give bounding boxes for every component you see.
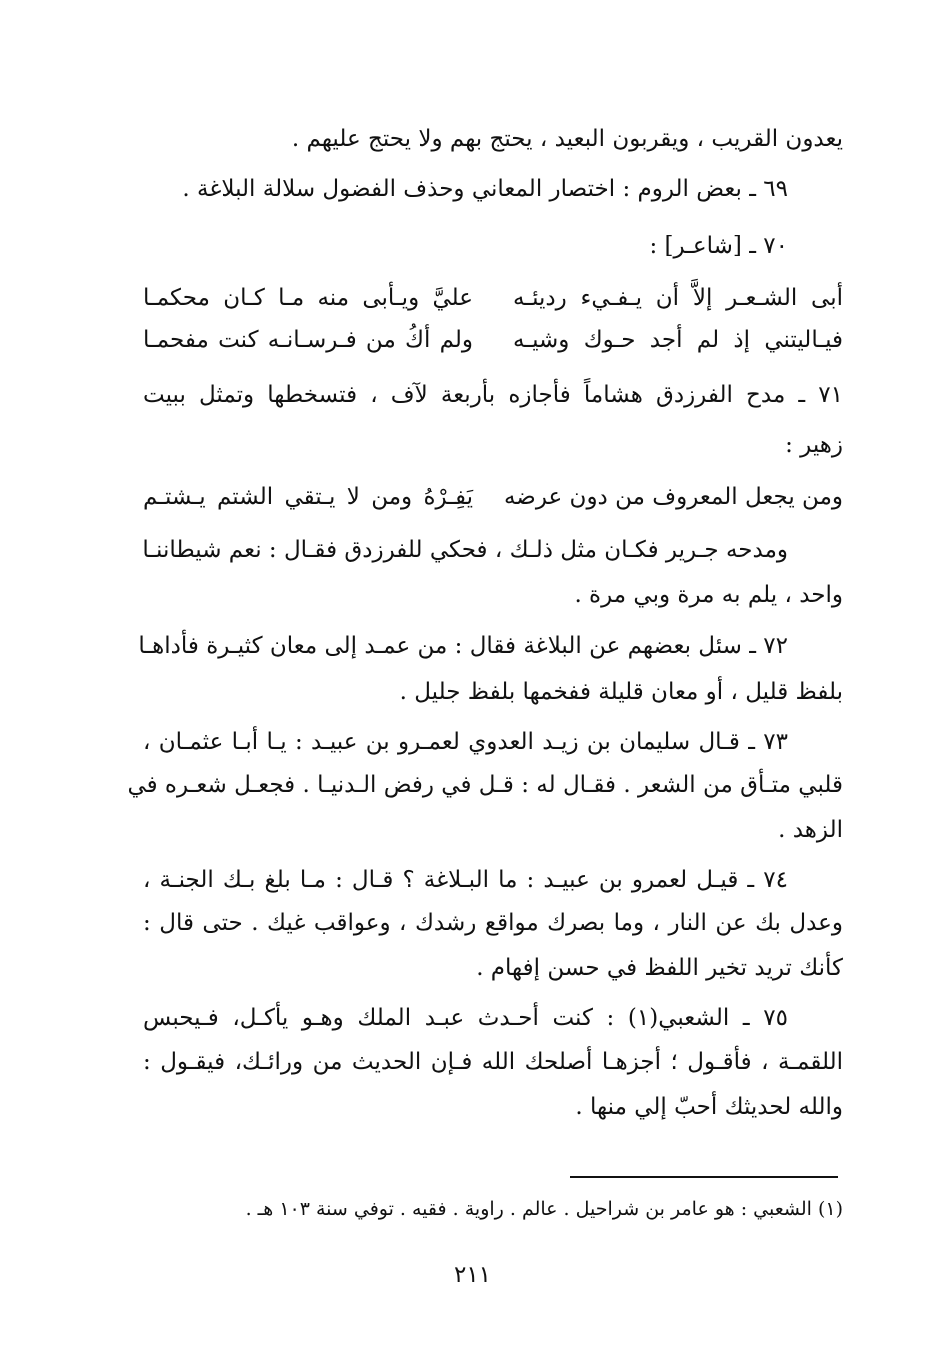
verse-hemistich: عليَّ ويـأبى منه مـا كـان محكمـا (143, 285, 473, 311)
text-line: ٧٠ ـ [شاعـر] : (649, 233, 788, 259)
verse-hemistich: يَفِـرْهُ ومن لا يـتقي الشتم يـشتـم (143, 484, 473, 510)
text-line: ٧٢ ـ سئل بعضهم عن البلاغة فقال : من عمـد إلى معان كثيـرة فأداهـا (138, 633, 788, 659)
verse-hemistich: فيـاليتني إذ لم أجد حـوك وشيـه (513, 327, 843, 353)
text-line: قلبي متـأق من الشعر . فقـال له : قـل في رفض الـدنيـا . فجعـل شعـره في (127, 772, 843, 798)
text-line: ٧٤ ـ قيـل لعمرو بن عبيـد : ما البـلاغة ؟ قـال : مـا بلغ بـك الجنـة ، (143, 867, 788, 893)
verse-line (143, 323, 843, 357)
text-line: ٦٩ ـ بعض الروم : اختصار المعاني وحذف الفضول سلالة البلاغة . (182, 176, 788, 202)
text-line: اللقمـة ، فأقـول ؛ أجزهـا أصلحك الله فـإن الحديث من ورائـك، فيقـول : (143, 1049, 843, 1075)
text-line: الزهد . (778, 817, 843, 843)
text-line: زهير : (785, 432, 843, 458)
text-line: ٧٥ ـ الشعبي(١) : كنت أحـدث عبـد الملك وهـو يأكـل، فـيحبس (143, 1005, 788, 1031)
text-line: يعدون القريب ، ويقربون البعيد ، يحتج بهم ولا يحتج عليهم . (291, 126, 843, 152)
verse-line (143, 480, 843, 514)
page-number: ٢١١ (453, 1262, 492, 1288)
verse-hemistich: ولم أكُ من فـرسـانـه كنت مفحمـا (143, 327, 473, 353)
text-line: والله لحديثك أحبّ إلي منها . (575, 1094, 843, 1120)
text-line: بلفظ قليل ، أو معان قليلة ففخمها بلفظ جليل . (399, 679, 843, 705)
text-line: ٧١ ـ مدح الفرزدق هشاماً فأجازه بأربعة لآف ، فتسخطها وتمثل ببيت (143, 382, 843, 408)
verse-hemistich: أبى الشـعـر إلاَّ أن يـفـيء رديئـه (513, 285, 843, 311)
verse-line (143, 281, 843, 315)
footnote-separator (570, 1176, 838, 1178)
text-line: وعدل بك عن النار ، وما بصرك مواقع رشدك ، وعواقب غيك . حتى قال : (143, 910, 843, 936)
text-line: واحد ، يلم به مرة وبي مرة . (574, 582, 843, 608)
text-line: ٧٣ ـ قـال سليمان بن زيـد العدوي لعمـرو بن عبيـد : يـا أبـا عثمـان ، (143, 729, 788, 755)
text-line: ومدحه جـرير فكـان مثل ذلـك ، فحكي للفرزدق فقـال : نعم شيطاننـا (142, 537, 788, 563)
footnote: (١) الشعبي : هو عامر بن شراحيل . عالم . راوية . فقيه . توفي سنة ١٠٣ هـ . (245, 1198, 843, 1220)
verse-hemistich: ومن يجعل المعروف من دون عرضه (503, 484, 843, 510)
text-line: كأنك تريد تخير اللفظ في حسن إفهام . (476, 955, 843, 981)
